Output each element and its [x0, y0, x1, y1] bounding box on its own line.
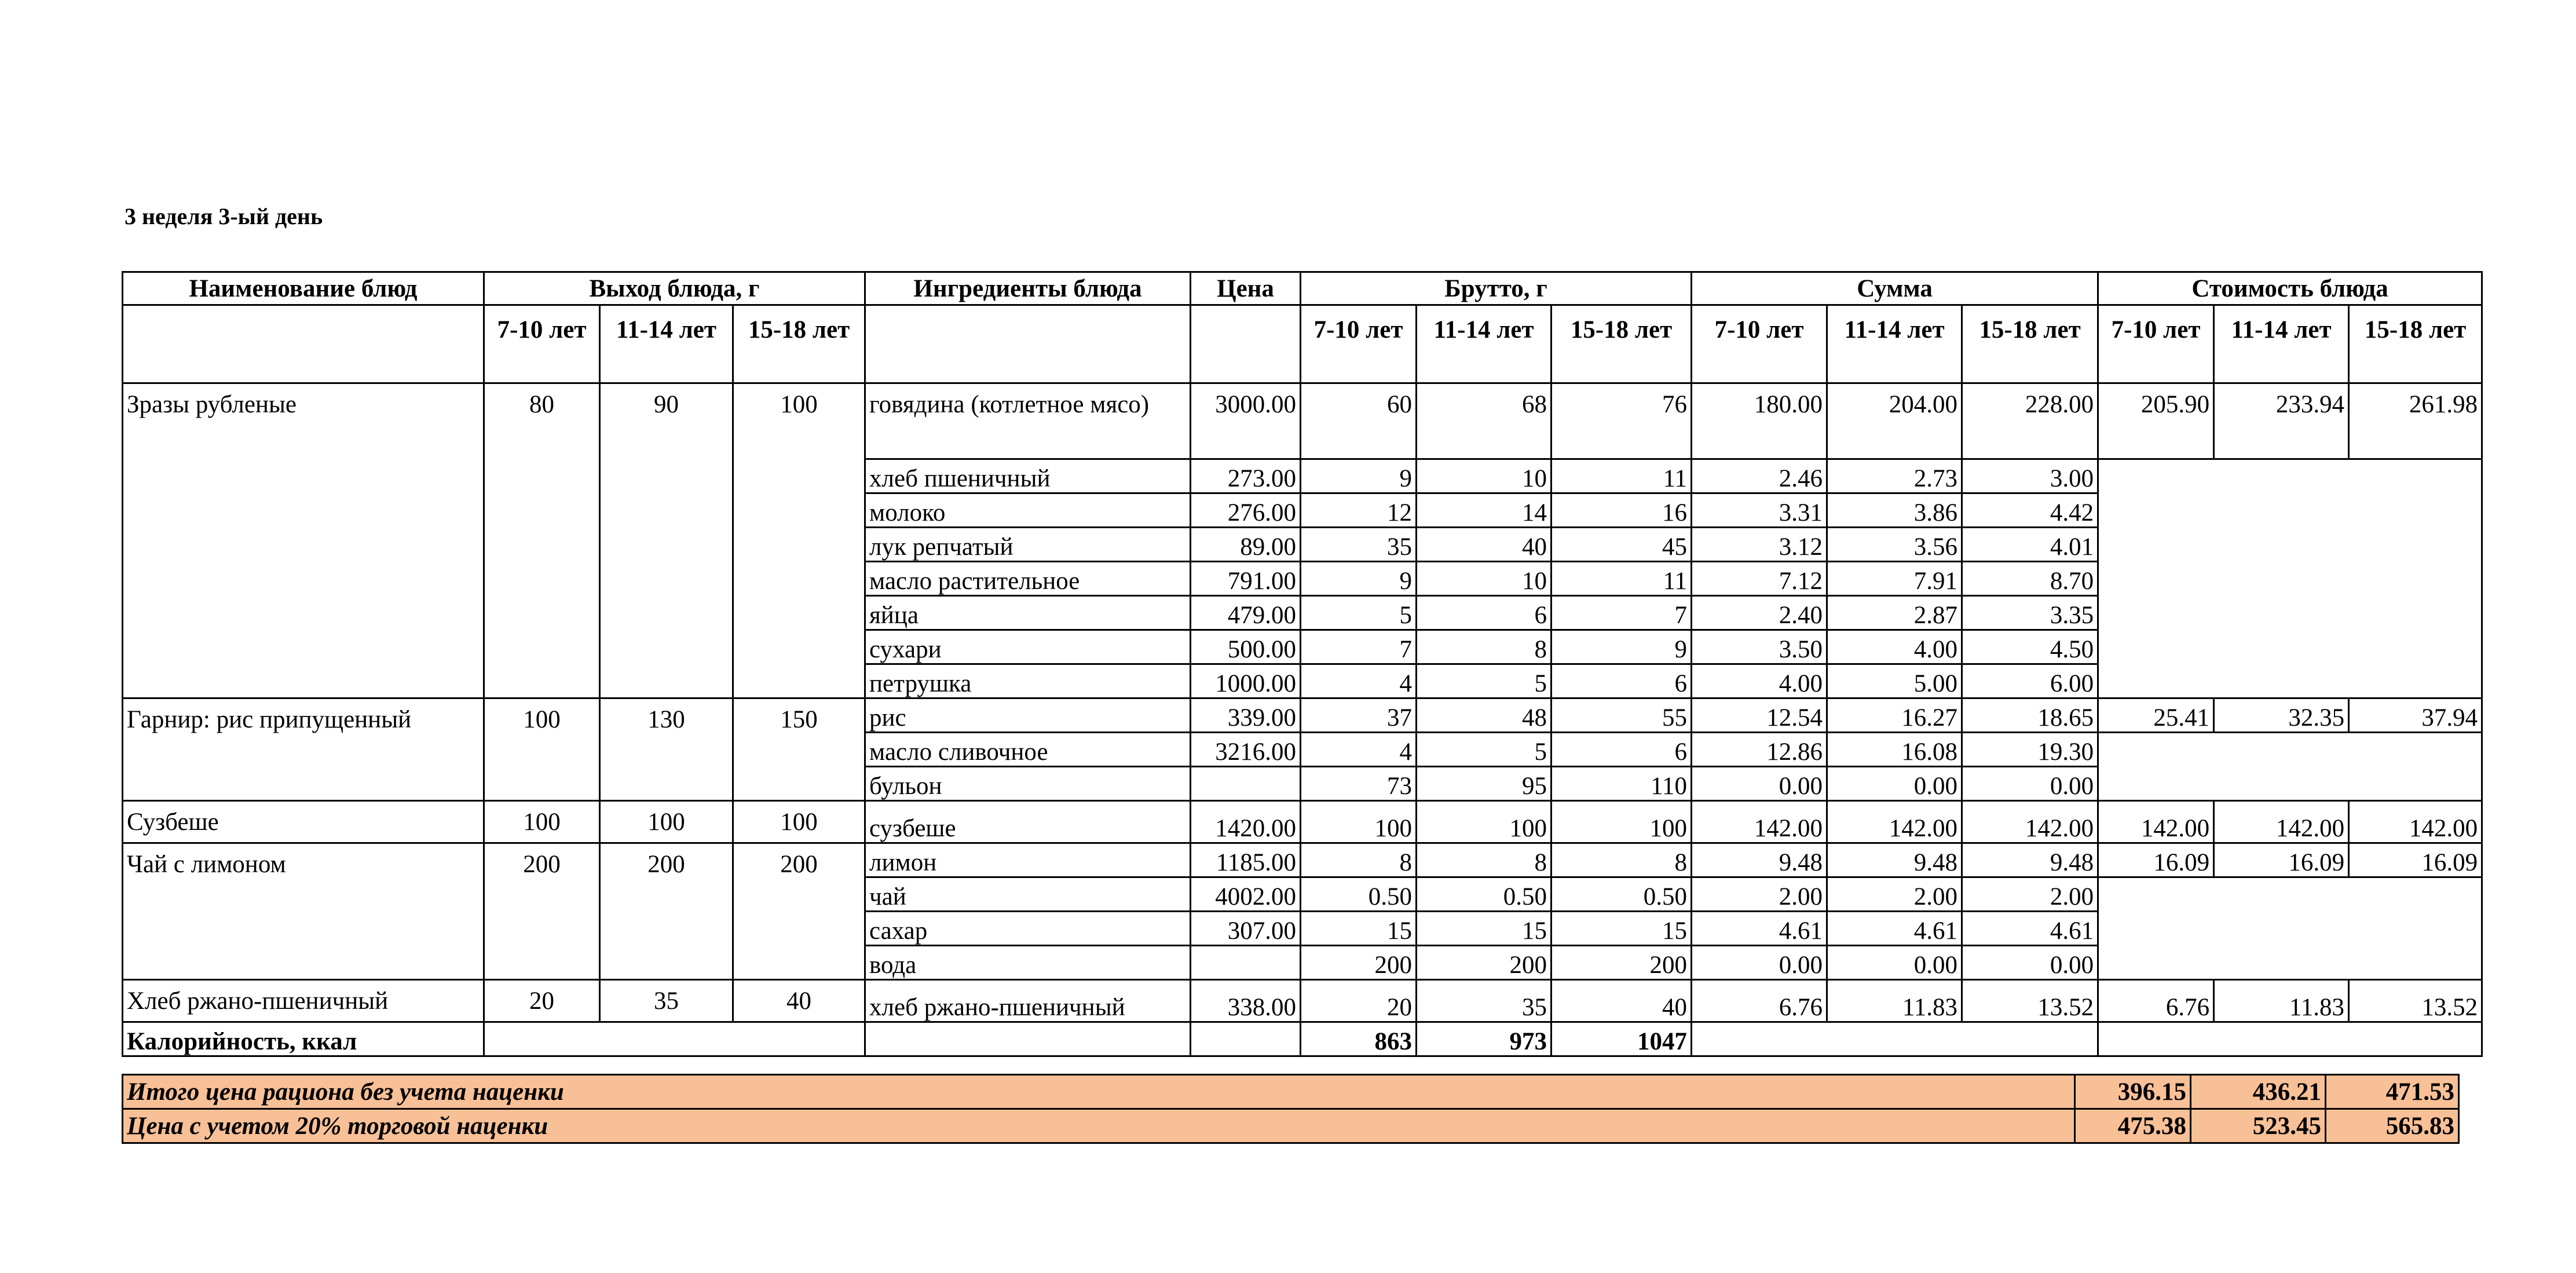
sum-value: 2.87	[1827, 596, 1962, 630]
table-row	[123, 383, 2482, 459]
sum-value: 142.00	[1827, 801, 1962, 843]
sum-value: 4.01	[1962, 528, 2098, 562]
ingredient-price: 1185.00	[1191, 843, 1301, 877]
brutto-value: 200	[1552, 946, 1692, 980]
table-row	[123, 843, 2482, 877]
ingredient-name: яйца	[865, 596, 1191, 630]
header-blank	[1191, 305, 1301, 383]
dish-yield: 200	[484, 843, 600, 980]
brutto-value: 9	[1552, 630, 1692, 664]
sum-value: 0.00	[1692, 946, 1827, 980]
brutto-value: 100	[1552, 801, 1692, 843]
sum-value: 0.00	[1827, 767, 1962, 801]
ingredient-price	[1191, 767, 1301, 801]
header-cost: Стоимость блюда	[2098, 272, 2482, 305]
ingredient-price: 1420.00	[1191, 801, 1301, 843]
calories-blank	[2098, 1022, 2482, 1056]
sum-value: 4.61	[1692, 912, 1827, 946]
ingredient-price: 500.00	[1191, 630, 1301, 664]
brutto-value: 15	[1552, 912, 1692, 946]
sum-value: 2.00	[1962, 877, 2098, 912]
ingredient-price: 479.00	[1191, 596, 1301, 630]
dish-name: Чай с лимоном	[123, 843, 484, 980]
sum-value: 7.12	[1692, 562, 1827, 596]
brutto-value: 60	[1301, 383, 1417, 459]
sum-value: 228.00	[1962, 383, 2098, 459]
dish-name: Сузбеше	[123, 801, 484, 843]
ingredient-name: масло сливочное	[865, 733, 1191, 767]
brutto-value: 8	[1417, 843, 1552, 877]
sum-value: 7.91	[1827, 562, 1962, 596]
brutto-value: 6	[1417, 596, 1552, 630]
dish-name: Гарнир: рис припущенный	[123, 698, 484, 801]
ingredient-name: хлеб ржано-пшеничный	[865, 980, 1191, 1022]
ingredient-name: лук репчатый	[865, 528, 1191, 562]
ingredient-name: вода	[865, 946, 1191, 980]
sum-value: 142.00	[1692, 801, 1827, 843]
cost-blank	[2098, 877, 2482, 980]
brutto-value: 200	[1301, 946, 1417, 980]
ingredient-name: сахар	[865, 912, 1191, 946]
sum-value: 12.86	[1692, 733, 1827, 767]
brutto-value: 11	[1552, 562, 1692, 596]
sum-value: 6.00	[1962, 664, 2098, 698]
brutto-value: 110	[1552, 767, 1692, 801]
brutto-value: 5	[1417, 664, 1552, 698]
dish-cost: 142.00	[2214, 801, 2349, 843]
sum-value: 4.00	[1827, 630, 1962, 664]
header-age: 15-18 лет	[1552, 305, 1692, 383]
totals-value: 475.38	[2075, 1109, 2191, 1143]
brutto-value: 6	[1552, 733, 1692, 767]
header-age: 11-14 лет	[1827, 305, 1962, 383]
brutto-value: 15	[1301, 912, 1417, 946]
sum-value: 3.56	[1827, 528, 1962, 562]
totals-value: 565.83	[2326, 1109, 2459, 1143]
sum-value: 2.00	[1692, 877, 1827, 912]
sum-value: 8.70	[1962, 562, 2098, 596]
calories-value: 863	[1301, 1022, 1417, 1056]
brutto-value: 0.50	[1301, 877, 1417, 912]
dish-yield: 100	[733, 383, 865, 698]
menu-table	[122, 271, 2483, 1057]
brutto-value: 68	[1417, 383, 1552, 459]
sum-value: 11.83	[1827, 980, 1962, 1022]
header-yield: Выход блюда, г	[484, 272, 865, 305]
dish-cost: 261.98	[2349, 383, 2482, 459]
brutto-value: 35	[1301, 528, 1417, 562]
sum-value: 9.48	[1962, 843, 2098, 877]
cost-blank	[2098, 733, 2482, 801]
dish-cost: 6.76	[2098, 980, 2214, 1022]
sum-value: 2.73	[1827, 459, 1962, 493]
calories-value: 1047	[1552, 1022, 1692, 1056]
brutto-value: 16	[1552, 493, 1692, 528]
sum-value: 3.50	[1692, 630, 1827, 664]
calories-row	[123, 1022, 2482, 1056]
sum-value: 3.12	[1692, 528, 1827, 562]
dish-yield: 130	[600, 698, 733, 801]
totals-row	[123, 1075, 2459, 1109]
ingredient-price: 3216.00	[1191, 733, 1301, 767]
sum-value: 204.00	[1827, 383, 1962, 459]
header-age: 11-14 лет	[1417, 305, 1552, 383]
sum-value: 9.48	[1692, 843, 1827, 877]
sum-value: 0.00	[1962, 946, 2098, 980]
calories-label: Калорийность, ккал	[123, 1022, 484, 1056]
table-row	[123, 698, 2482, 733]
ingredient-name: бульон	[865, 767, 1191, 801]
sum-value: 4.00	[1692, 664, 1827, 698]
brutto-value: 8	[1301, 843, 1417, 877]
sum-value: 5.00	[1827, 664, 1962, 698]
sum-value: 142.00	[1962, 801, 2098, 843]
sum-value: 2.40	[1692, 596, 1827, 630]
header-age: 15-18 лет	[733, 305, 865, 383]
cost-blank	[2098, 459, 2482, 698]
sum-value: 12.54	[1692, 698, 1827, 733]
sum-value: 3.35	[1962, 596, 2098, 630]
sum-value: 19.30	[1962, 733, 2098, 767]
sum-value: 2.46	[1692, 459, 1827, 493]
dish-yield: 100	[484, 801, 600, 843]
calories-blank	[1191, 1022, 1301, 1056]
totals-row	[123, 1109, 2459, 1143]
dish-cost: 205.90	[2098, 383, 2214, 459]
brutto-value: 73	[1301, 767, 1417, 801]
brutto-value: 14	[1417, 493, 1552, 528]
totals-value: 523.45	[2191, 1109, 2326, 1143]
dish-name: Зразы рубленые	[123, 383, 484, 698]
table-row	[123, 801, 2482, 843]
header-blank	[123, 305, 484, 383]
ingredient-price: 338.00	[1191, 980, 1301, 1022]
ingredient-name: петрушка	[865, 664, 1191, 698]
brutto-value: 6	[1552, 664, 1692, 698]
header-age: 7-10 лет	[1301, 305, 1417, 383]
dish-yield: 100	[733, 801, 865, 843]
header-ingredients: Ингредиенты блюда	[865, 272, 1191, 305]
header-age: 11-14 лет	[600, 305, 733, 383]
brutto-value: 5	[1301, 596, 1417, 630]
ingredient-price: 339.00	[1191, 698, 1301, 733]
sum-value: 4.42	[1962, 493, 2098, 528]
brutto-value: 45	[1552, 528, 1692, 562]
dish-yield: 150	[733, 698, 865, 801]
header-sum: Сумма	[1692, 272, 2098, 305]
ingredient-name: говядина (котлетное мясо)	[865, 383, 1191, 459]
totals-value: 471.53	[2326, 1075, 2459, 1109]
dish-yield: 90	[600, 383, 733, 698]
ingredient-price: 791.00	[1191, 562, 1301, 596]
ingredient-price: 4002.00	[1191, 877, 1301, 912]
dish-yield: 100	[600, 801, 733, 843]
brutto-value: 37	[1301, 698, 1417, 733]
sum-value: 180.00	[1692, 383, 1827, 459]
brutto-value: 100	[1301, 801, 1417, 843]
header-blank	[865, 305, 1191, 383]
sum-value: 0.00	[1962, 767, 2098, 801]
sum-value: 6.76	[1692, 980, 1827, 1022]
dish-cost: 25.41	[2098, 698, 2214, 733]
ingredient-name: хлеб пшеничный	[865, 459, 1191, 493]
header-price: Цена	[1191, 272, 1301, 305]
brutto-value: 10	[1417, 562, 1552, 596]
calories-value: 973	[1417, 1022, 1552, 1056]
dish-cost: 142.00	[2098, 801, 2214, 843]
sum-value: 4.50	[1962, 630, 2098, 664]
ingredient-name: сухари	[865, 630, 1191, 664]
brutto-value: 35	[1417, 980, 1552, 1022]
ingredient-price: 3000.00	[1191, 383, 1301, 459]
brutto-value: 10	[1417, 459, 1552, 493]
brutto-value: 12	[1301, 493, 1417, 528]
dish-yield: 20	[484, 980, 600, 1022]
calories-blank	[865, 1022, 1191, 1056]
brutto-value: 9	[1301, 459, 1417, 493]
dish-cost: 37.94	[2349, 698, 2482, 733]
brutto-value: 40	[1552, 980, 1692, 1022]
sum-value: 0.00	[1827, 946, 1962, 980]
sum-value: 3.31	[1692, 493, 1827, 528]
ingredient-name: молоко	[865, 493, 1191, 528]
page-title: 3 неделя 3-ый день	[125, 203, 323, 229]
calories-blank	[484, 1022, 865, 1056]
ingredient-price: 307.00	[1191, 912, 1301, 946]
header-dish-name: Наименование блюд	[123, 272, 484, 305]
brutto-value: 8	[1417, 630, 1552, 664]
dish-yield: 200	[733, 843, 865, 980]
brutto-value: 9	[1301, 562, 1417, 596]
ingredient-name: масло растительное	[865, 562, 1191, 596]
totals-label: Цена с учетом 20% торговой наценки	[123, 1109, 2075, 1143]
dish-yield: 80	[484, 383, 600, 698]
ingredient-price: 89.00	[1191, 528, 1301, 562]
dish-yield: 200	[600, 843, 733, 980]
dish-cost: 16.09	[2214, 843, 2349, 877]
ingredient-price: 273.00	[1191, 459, 1301, 493]
sum-value: 9.48	[1827, 843, 1962, 877]
header-age: 7-10 лет	[484, 305, 600, 383]
brutto-value: 11	[1552, 459, 1692, 493]
header-age: 15-18 лет	[2349, 305, 2482, 383]
ingredient-price: 1000.00	[1191, 664, 1301, 698]
sum-value: 0.00	[1692, 767, 1827, 801]
brutto-value: 200	[1417, 946, 1552, 980]
dish-cost: 142.00	[2349, 801, 2482, 843]
totals-table	[122, 1074, 2460, 1144]
sum-value: 4.61	[1827, 912, 1962, 946]
ingredient-name: рис	[865, 698, 1191, 733]
brutto-value: 7	[1552, 596, 1692, 630]
totals-value: 436.21	[2191, 1075, 2326, 1109]
dish-cost: 16.09	[2098, 843, 2214, 877]
ingredient-price	[1191, 946, 1301, 980]
header-age: 11-14 лет	[2214, 305, 2349, 383]
brutto-value: 15	[1417, 912, 1552, 946]
header-age: 15-18 лет	[1962, 305, 2098, 383]
ingredient-price: 276.00	[1191, 493, 1301, 528]
sum-value: 2.00	[1827, 877, 1962, 912]
dish-yield: 40	[733, 980, 865, 1022]
brutto-value: 0.50	[1552, 877, 1692, 912]
sum-value: 16.08	[1827, 733, 1962, 767]
totals-label: Итого цена рациона без учета наценки	[123, 1075, 2075, 1109]
brutto-value: 7	[1301, 630, 1417, 664]
brutto-value: 4	[1301, 664, 1417, 698]
ingredient-name: сузбеше	[865, 801, 1191, 843]
brutto-value: 20	[1301, 980, 1417, 1022]
header-age: 7-10 лет	[1692, 305, 1827, 383]
dish-cost: 16.09	[2349, 843, 2482, 877]
brutto-value: 100	[1417, 801, 1552, 843]
brutto-value: 8	[1552, 843, 1692, 877]
brutto-value: 55	[1552, 698, 1692, 733]
brutto-value: 5	[1417, 733, 1552, 767]
dish-yield: 35	[600, 980, 733, 1022]
table-row	[123, 980, 2482, 1022]
calories-blank	[1692, 1022, 2098, 1056]
dish-cost: 13.52	[2349, 980, 2482, 1022]
brutto-value: 48	[1417, 698, 1552, 733]
brutto-value: 40	[1417, 528, 1552, 562]
ingredient-name: чай	[865, 877, 1191, 912]
sum-value: 3.86	[1827, 493, 1962, 528]
header-brutto: Брутто, г	[1301, 272, 1692, 305]
brutto-value: 4	[1301, 733, 1417, 767]
totals-value: 396.15	[2075, 1075, 2191, 1109]
brutto-value: 95	[1417, 767, 1552, 801]
dish-cost: 32.35	[2214, 698, 2349, 733]
sum-value: 13.52	[1962, 980, 2098, 1022]
dish-cost: 11.83	[2214, 980, 2349, 1022]
dish-name: Хлеб ржано-пшеничный	[123, 980, 484, 1022]
ingredient-name: лимон	[865, 843, 1191, 877]
sum-value: 4.61	[1962, 912, 2098, 946]
header-age: 7-10 лет	[2098, 305, 2214, 383]
brutto-value: 76	[1552, 383, 1692, 459]
brutto-value: 0.50	[1417, 877, 1552, 912]
sum-value: 18.65	[1962, 698, 2098, 733]
sum-value: 3.00	[1962, 459, 2098, 493]
dish-cost: 233.94	[2214, 383, 2349, 459]
dish-yield: 100	[484, 698, 600, 801]
sum-value: 16.27	[1827, 698, 1962, 733]
